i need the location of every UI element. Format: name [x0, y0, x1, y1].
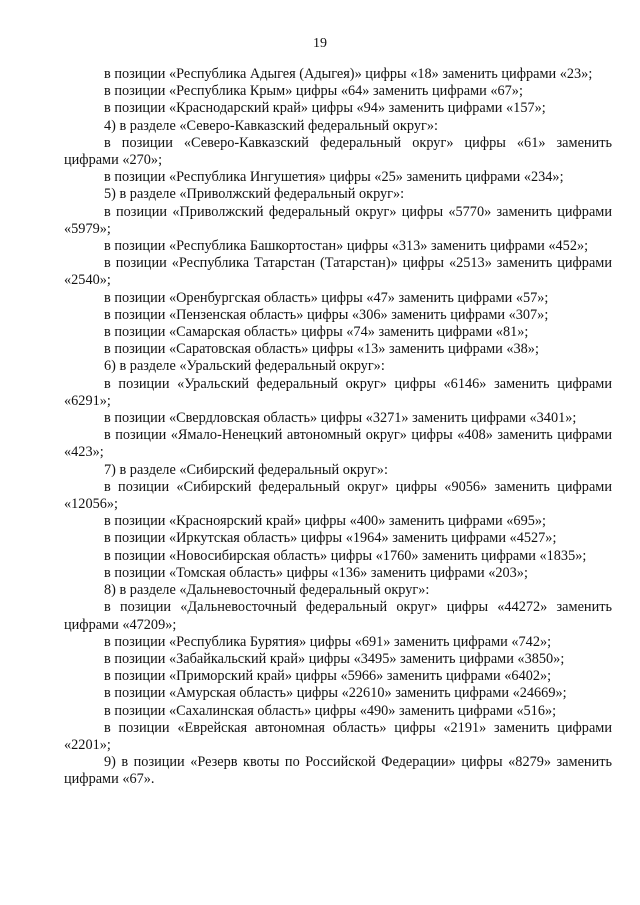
- paragraph: в позиции «Новосибирская область» цифры «1760» заменить цифрами «1835»;: [104, 547, 587, 564]
- paragraph: в позиции «Ямало-Ненецкий автономный округ» цифры «408» заменить цифрами «423»;: [64, 427, 612, 461]
- paragraph: в позиции «Приволжский федеральный округ» цифры «5770» заменить цифрами «5979»;: [64, 203, 612, 237]
- section-heading: 5) в разделе «Приволжский федеральный округ»:: [104, 186, 405, 203]
- paragraph: в позиции «Республика Татарстан (Татарстан)» цифры «2513» заменить цифрами «2540»;: [64, 255, 612, 289]
- paragraph: в позиции «Пензенская область» цифры «306» заменить цифрами «307»;: [104, 306, 549, 323]
- paragraph: в позиции «Томская область» цифры «136» заменить цифрами «203»;: [104, 564, 528, 581]
- paragraph: в позиции «Свердловская область» цифры «3271» заменить цифрами «3401»;: [104, 410, 577, 427]
- section-heading: 4) в разделе «Северо-Кавказский федеральный округ»:: [104, 117, 438, 134]
- paragraph: в позиции «Северо-Кавказский федеральный округ» цифры «61» заменить цифрами «270»;: [64, 134, 612, 169]
- paragraph: в позиции «Республика Бурятия» цифры «691» заменить цифрами «742»;: [104, 633, 552, 650]
- paragraph: в позиции «Республика Башкортостан» цифры «313» заменить цифрами «452»;: [104, 238, 589, 255]
- section-heading: 7) в разделе «Сибирский федеральный округ»:: [104, 461, 388, 478]
- paragraph: в позиции «Сахалинская область» цифры «490» заменить цифрами «516»;: [104, 702, 557, 719]
- paragraph: в позиции «Саратовская область» цифры «13» заменить цифрами «38»;: [104, 341, 539, 358]
- paragraph: в позиции «Республика Ингушетия» цифры «25» заменить цифрами «234»;: [104, 169, 564, 186]
- page-number: 19: [313, 36, 327, 51]
- section-heading: 9) в позиции «Резерв квоты по Российской Федерации» цифры «8279» заменить цифрами «67».: [64, 754, 612, 788]
- paragraph: в позиции «Самарская область» цифры «74» заменить цифрами «81»;: [104, 324, 529, 341]
- paragraph: в позиции «Краснодарский край» цифры «94» заменить цифрами «157»;: [104, 100, 546, 117]
- paragraph: в позиции «Оренбургская область» цифры «47» заменить цифрами «57»;: [104, 289, 549, 306]
- section-heading: 6) в разделе «Уральский федеральный округ»:: [104, 358, 385, 375]
- document-body: [64, 66, 612, 789]
- paragraph: в позиции «Красноярский край» цифры «400» заменить цифрами «695»;: [104, 513, 546, 530]
- paragraph: в позиции «Приморский край» цифры «5966» заменить цифрами «6402»;: [104, 668, 552, 685]
- paragraph: в позиции «Республика Адыгея (Адыгея)» цифры «18» заменить цифрами «23»;: [104, 66, 593, 82]
- paragraph: в позиции «Еврейская автономная область» цифры «2191» заменить цифрами «2201»;: [64, 719, 612, 753]
- paragraph: в позиции «Иркутская область» цифры «1964» заменить цифрами «4527»;: [104, 530, 557, 547]
- paragraph: в позиции «Уральский федеральный округ» цифры «6146» заменить цифрами «6291»;: [64, 375, 612, 409]
- section-heading: 8) в разделе «Дальневосточный федеральный округ»:: [104, 582, 430, 599]
- paragraph: в позиции «Дальневосточный федеральный округ» цифры «44272» заменить цифрами «47209»;: [64, 599, 612, 633]
- paragraph: в позиции «Забайкальский край» цифры «3495» заменить цифрами «3850»;: [104, 650, 565, 667]
- paragraph: в позиции «Республика Крым» цифры «64» заменить цифрами «67»;: [104, 83, 523, 100]
- paragraph: в позиции «Сибирский федеральный округ» цифры «9056» заменить цифрами «12056»;: [64, 478, 612, 513]
- paragraph: в позиции «Амурская область» цифры «22610» заменить цифрами «24669»;: [104, 685, 567, 702]
